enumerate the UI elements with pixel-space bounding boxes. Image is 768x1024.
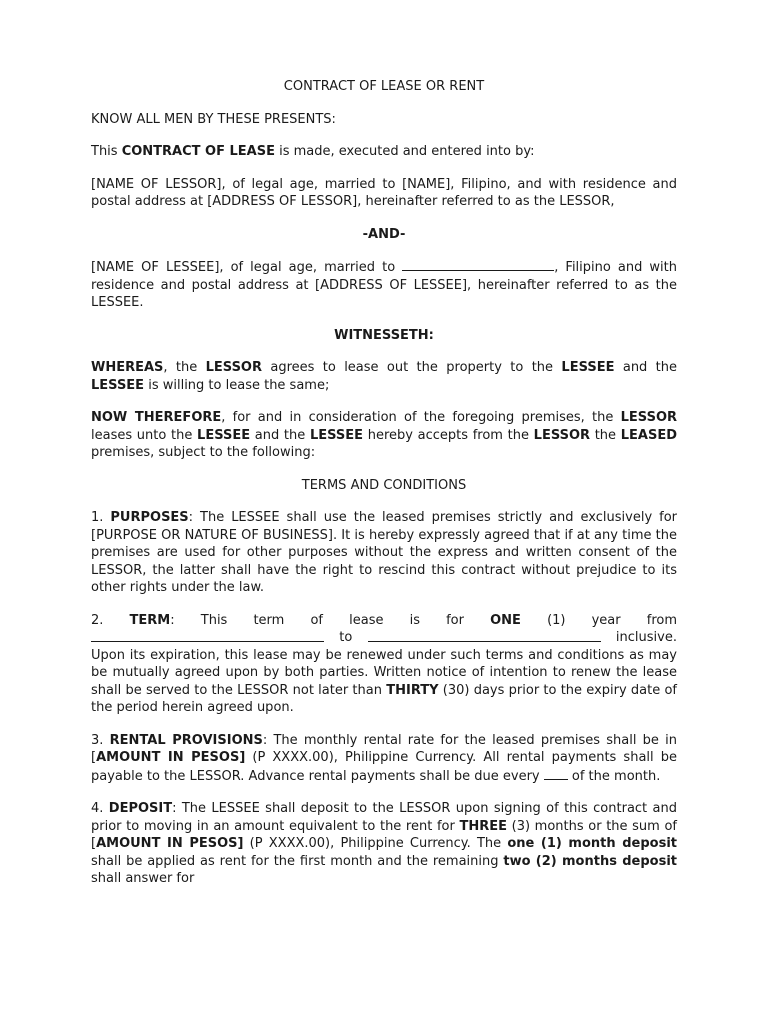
witnesseth-heading: WITNESSETH: [334, 327, 434, 343]
terms-heading: TERMS AND CONDITIONS [301, 477, 467, 493]
term-clause [91, 612, 677, 717]
now-therefore-paragraph: NOW THEREFORE, for and in consideration of the foregoing premises, the LESSOR leases unto the LESSEE and the LESSEE hereby accepts from the LESSOR the LEASED premises, subject to the following: [91, 410, 678, 460]
start-date-blank [91, 629, 324, 642]
whereas-paragraph: WHEREAS, the LESSOR agrees to lease out the property to the LESSEE and the LESSEE is willing to lease the same; [91, 360, 678, 393]
intro-line: KNOW ALL MEN BY THESE PRESENTS: [91, 111, 336, 127]
lessee-paragraph: [NAME OF LESSEE], of legal age, married to , Filipino and with residence and postal address at [ADDRESS OF LESSEE], hereinafter referred to as the LESSEE. [91, 260, 677, 310]
purposes-clause: 1. PURPOSES: The LESSEE shall use the leased premises strictly and exclusively for [PURPOSE OR NATURE OF BUSINESS]. It is hereby expressly agreed that if at any time the premises are used for other purposes without the express and written consent of the LESSOR, the latter shall have the right to rescind this contract without prejudice to its other rights under the law. [91, 510, 677, 595]
rental-clause: 3. RENTAL PROVISIONS: The monthly rental rate for the leased premises shall be in [AMOUNT IN PESOS] (P XXXX.00), Philippine Currency. All rental payments shall be payable to the LESSOR. Advance rental payments shall be due every of the month. [91, 732, 677, 784]
made-line: This CONTRACT OF LEASE is made, executed and entered into by: [91, 144, 535, 159]
contract-title: CONTRACT OF LEASE OR RENT [283, 79, 485, 94]
and-separator: -AND- [362, 226, 406, 242]
term-body: Upon its expiration, this lease may be renewed under such terms and conditions as may be mutually agreed upon by both parties. Written notice of intention to renew the lease shall be served to the LESSOR not later than THIRTY (30) days prior to the expiry date of the period herein agreed upon. [91, 647, 678, 715]
term-line-2: to inclusive. [91, 629, 677, 647]
deposit-clause: 4. DEPOSIT: The LESSEE shall deposit to the LESSOR upon signing of this contract and prior to moving in an amount equivalent to the rent for THREE (3) months or the sum of [AMOUNT IN PESOS] (P XXXX.00), Philippine Currency. The one (1) month deposit shall be applied as rent for the first month and the remaining two (2) months deposit shall answer for [91, 801, 677, 886]
lessor-paragraph: [NAME OF LESSOR], of legal age, married to [NAME], Filipino, and with residence and postal address at [ADDRESS OF LESSOR], hereinafter referred to as the LESSOR, [91, 176, 677, 209]
document-body [91, 78, 677, 888]
due-day-blank [544, 767, 568, 780]
spouse-blank [402, 258, 554, 271]
end-date-blank [368, 629, 601, 642]
term-line-1: 2. TERM: This term of lease is for ONE (1) year from [91, 612, 677, 628]
